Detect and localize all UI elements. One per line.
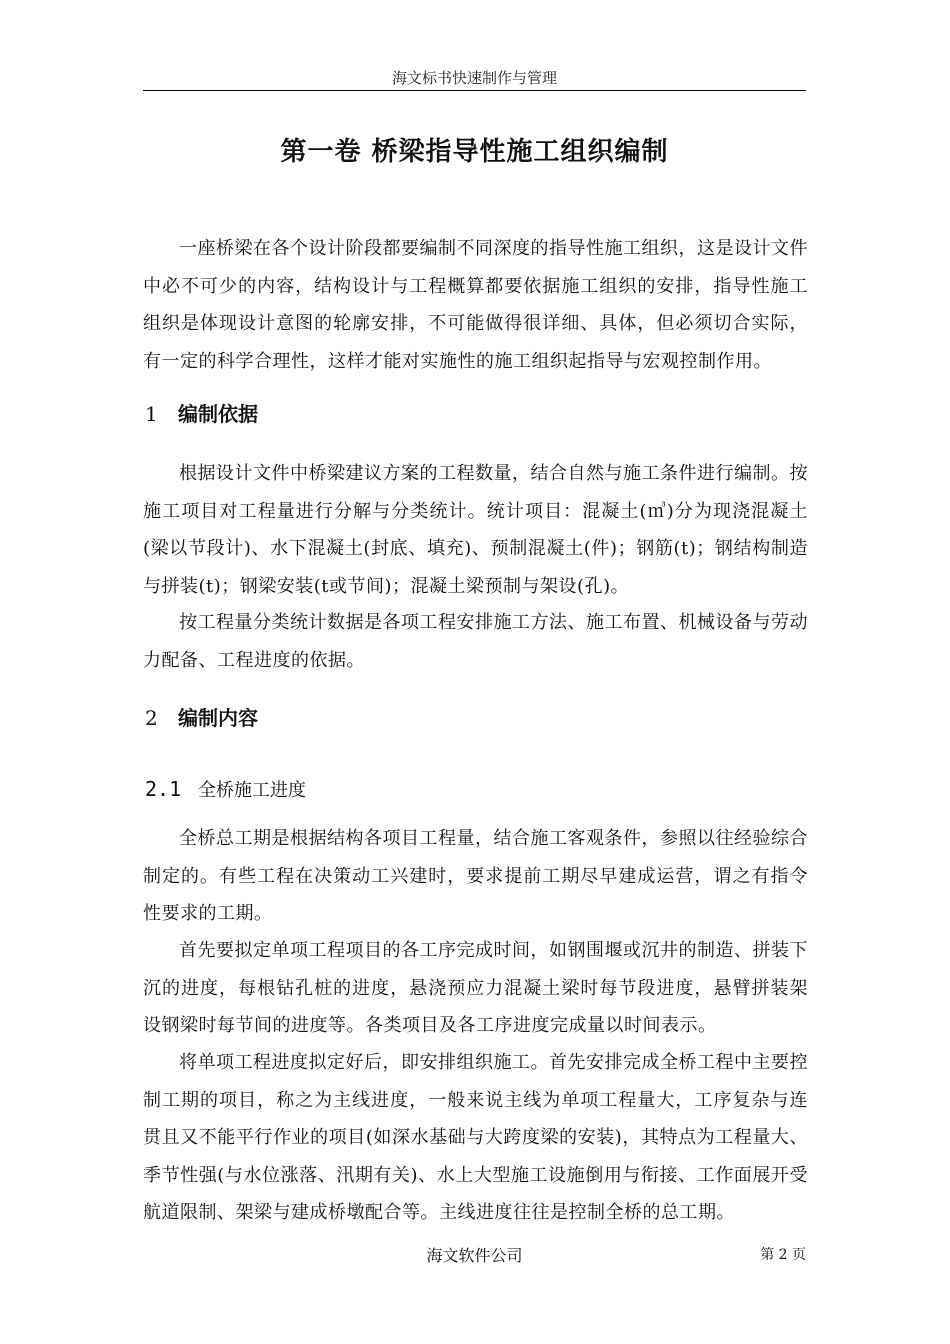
section-2-1-paragraph-2: 首先要拟定单项工程项目的各工序完成时间，如钢围堰或沉井的制造、拼装下沉的进度，每根钻孔桩的进度，悬浇预应力混凝土梁时每节段进度，悬臂拼装架设钢梁时每节间的进度等。各类项目及各工序进度完成量以时间表示。 (143, 940, 808, 1037)
page-header: 海文标书快速制作与管理 (391, 69, 557, 87)
page-number: 第 2 页 (760, 1247, 806, 1263)
intro-paragraph: 一座桥梁在各个设计阶段都要编制不同深度的指导性施工组织，这是设计文件中必不可少的内容，结构设计与工程概算都要依据施工组织的安排，指导性施工组织是体现设计意图的轮廓安排，不可能做得很详细、具体，但必须切合实际，有一定的科学合理性，这样才能对实施性的施工组织起指导与宏观控制作用。 (143, 238, 808, 372)
footer-company: 海文软件公司 (426, 1246, 523, 1265)
section-2-1-heading (145, 776, 306, 804)
header-divider (143, 90, 806, 91)
section-2-number: 2 (145, 706, 158, 730)
section-2-heading (145, 704, 258, 732)
section-2-1-title: 全桥施工进度 (198, 780, 306, 801)
section-1-number: 1 (145, 402, 158, 426)
section-1-paragraph-1: 根据设计文件中桥梁建议方案的工程数量，结合自然与施工条件进行编制。按施工项目对工程量进行分解与分类统计。统计项目：混凝土(㎥)分为现浇混凝土(梁以节段计)、水下混凝土(封底、填充)、预制混凝土(件)；钢筋(t)；钢结构制造与拼装(t)；钢梁安装(t或节间)；混凝土梁预制与架设(孔)。 (143, 463, 808, 597)
section-1-title: 编制依据 (178, 402, 258, 426)
section-1-paragraph-2: 按工程量分类统计数据是各项工程安排施工方法、施工布置、机械设备与劳动力配备、工程进度的依据。 (143, 612, 808, 671)
section-1-heading (145, 400, 258, 428)
section-2-title: 编制内容 (178, 706, 258, 730)
section-2-1-paragraph-3: 将单项工程进度拟定好后，即安排组织施工。首先安排完成全桥工程中主要控制工期的项目，称之为主线进度，一般来说主线为单项工程量大，工序复杂与连贯且又不能平行作业的项目(如深水基础与大跨度梁的安装)，其特点为工程量大、季节性强(与水位涨落、汛期有关)、水上大型施工设施倒用与衔接、工作面展开受航道限制、架梁与建成桥墩配合等。主线进度往往是控制全桥的总工期。 (143, 1052, 808, 1224)
section-2-1-number: 2.1 (145, 777, 182, 801)
document-title: 第一卷 桥梁指导性施工组织编制 (280, 137, 669, 167)
section-2-1-paragraph-1: 全桥总工期是根据结构各项目工程量，结合施工客观条件，参照以往经验综合制定的。有些工程在决策动工兴建时，要求提前工期尽早建成运营，谓之有指令性要求的工期。 (143, 828, 808, 925)
